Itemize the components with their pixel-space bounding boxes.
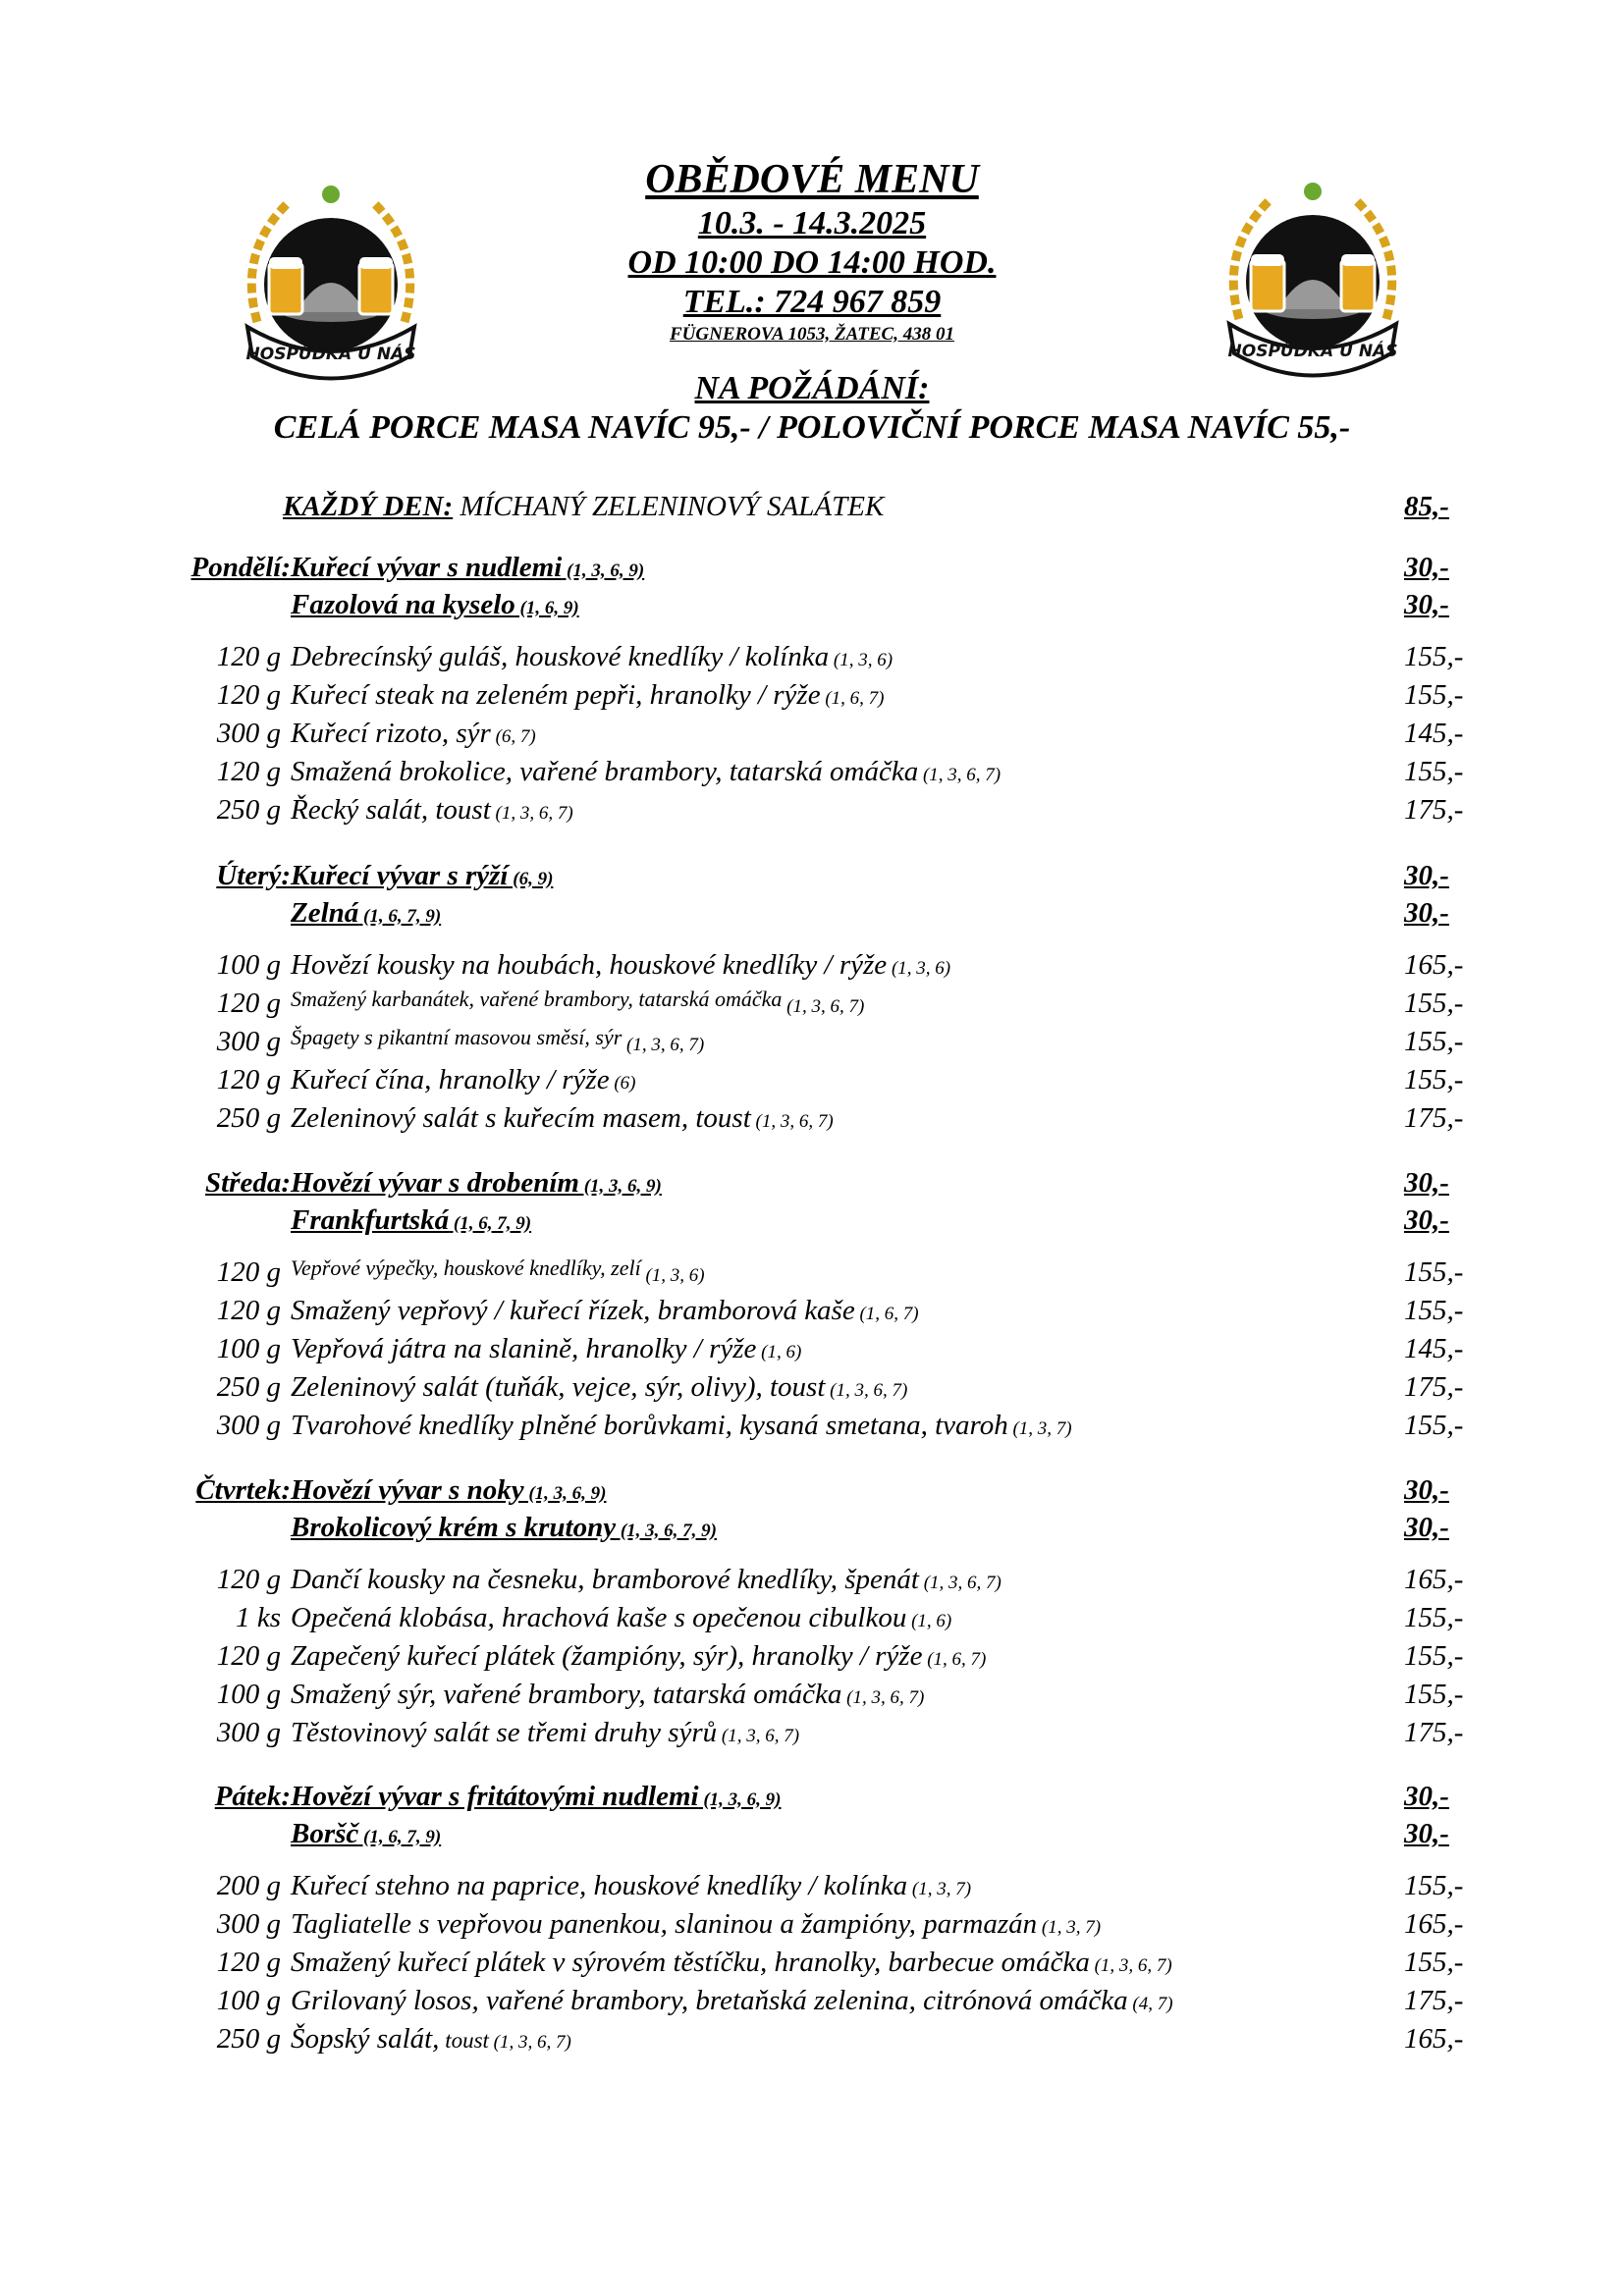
dish-name [291, 2023, 571, 2056]
soup-allergens: (1, 6, 7, 9) [358, 906, 442, 927]
soup-label: Hovězí vývar s noky [291, 1474, 524, 1506]
dish-allergens: (1, 6, 7) [922, 1649, 987, 1670]
dish-label: Zapečený kuřecí plátek (žampióny, sýr), hranolky / rýže [291, 1640, 923, 1672]
dish-label: Kuřecí stehno na paprice, houskové knedlíky / kolínka [291, 1870, 908, 1901]
day-name: Pátek: [214, 1781, 291, 1812]
soup-price: 30,- [1404, 860, 1449, 891]
dish-label: Tvarohové knedlíky plněné borůvkami, kysaná smetana, tvaroh [291, 1410, 1008, 1441]
dish-weight: 300 g [216, 1717, 281, 1748]
dish-weight: 120 g [216, 988, 281, 1019]
dish-price: 155,- [1404, 1410, 1464, 1441]
dish-label: Smažený sýr, vařené brambory, tatarská omáčka [291, 1679, 842, 1710]
soup-allergens: (1, 3, 6, 9) [698, 1789, 782, 1810]
dish-weight: 300 g [216, 1410, 281, 1441]
dish-price: 145,- [1404, 718, 1464, 749]
soup-row [0, 1781, 1624, 1818]
dish-allergens: (1, 3, 6, 7) [622, 1035, 705, 1055]
dish-weight: 120 g [216, 641, 281, 672]
dish-price: 155,- [1404, 1947, 1464, 1978]
dish-weight: 120 g [216, 1640, 281, 1672]
dish-label: Smažená brokolice, vařené brambory, tatarská omáčka [291, 756, 919, 787]
dish-weight: 100 g [216, 949, 281, 981]
dish-allergens: (1, 3, 6) [829, 650, 893, 670]
soup-label: Zelná [291, 897, 359, 929]
soup-price: 30,- [1404, 1781, 1449, 1812]
dish-name [291, 1640, 986, 1673]
dish-weight: 120 g [216, 1295, 281, 1326]
dish-price: 175,- [1404, 1985, 1464, 2016]
dish-name [291, 1371, 907, 1404]
dish-label: Debrecínský guláš, houskové knedlíky / kolínka [291, 641, 830, 672]
day-name: Čtvrtek: [195, 1474, 291, 1506]
soup-price: 30,- [1404, 1512, 1449, 1543]
dish-price: 165,- [1404, 1908, 1464, 1940]
dish-name [291, 756, 1001, 788]
dish-allergens: (1, 3, 6, 7) [782, 996, 865, 1017]
dish-row [0, 949, 1624, 987]
dish-row [0, 718, 1624, 755]
dish-allergens: (1, 3, 6, 7) [717, 1726, 800, 1746]
dish-row [0, 1564, 1624, 1601]
dish-price: 155,- [1404, 1640, 1464, 1672]
dish-label: Vepřové výpečky, houskové knedlíky, zelí [291, 1255, 641, 1280]
dish-row [0, 1026, 1624, 1063]
dish-weight: 300 g [216, 1908, 281, 1940]
dish-price: 155,- [1404, 1295, 1464, 1326]
dish-price: 155,- [1404, 679, 1464, 711]
every-day-price: 85,- [1404, 491, 1449, 522]
dish-name [291, 1870, 971, 1902]
soup-allergens: (1, 3, 6, 9) [523, 1483, 607, 1504]
dish-price: 165,- [1404, 2023, 1464, 2055]
dish-label-extra: toust [439, 2028, 489, 2053]
dish-weight: 120 g [216, 1564, 281, 1595]
dish-allergens: (1, 3, 6, 7) [918, 765, 1001, 785]
logo-text: HOSPŮDKA U NÁS [245, 345, 416, 364]
dish-weight: 120 g [216, 756, 281, 787]
dish-name [291, 1410, 1072, 1442]
soup-label: Kuřecí vývar s rýží [291, 860, 509, 891]
dish-weight: 1 ks [236, 1602, 281, 1633]
soup-name [291, 552, 644, 584]
dish-row [0, 679, 1624, 717]
dish-row [0, 1064, 1624, 1101]
dish-label: Kuřecí čína, hranolky / rýže [291, 1064, 610, 1095]
dish-price: 175,- [1404, 1102, 1464, 1134]
dish-row [0, 1908, 1624, 1946]
dish-weight: 250 g [216, 1371, 281, 1403]
every-day-price-row [0, 491, 1624, 528]
dish-allergens: (1, 3, 6, 7) [825, 1380, 908, 1401]
soup-price: 30,- [1404, 1474, 1449, 1506]
dish-row [0, 1295, 1624, 1332]
dish-row [0, 1870, 1624, 1907]
dish-allergens: (1, 6) [906, 1611, 952, 1631]
dish-allergens: (1, 6, 7) [854, 1304, 919, 1324]
dish-allergens: (1, 3, 7) [1037, 1917, 1102, 1938]
soup-label: Brokolicový krém s krutony [291, 1512, 617, 1543]
dish-label: Grilovaný losos, vařené brambory, bretaňská zelenina, citrónová omáčka [291, 1985, 1128, 2016]
soup-name [291, 1818, 441, 1850]
dish-label: Dančí kousky na česneku, bramborové knedlíky, špenát [291, 1564, 919, 1595]
dish-price: 155,- [1404, 1064, 1464, 1095]
dish-row [0, 1410, 1624, 1447]
dish-name [291, 949, 950, 982]
dish-label: Hovězí kousky na houbách, houskové knedlíky / rýže [291, 949, 888, 981]
dish-allergens: (1, 6) [756, 1342, 802, 1362]
soup-row [0, 1512, 1624, 1549]
dish-label: Zeleninový salát (tuňák, vejce, sýr, olivy), toust [291, 1371, 826, 1403]
dish-price: 175,- [1404, 794, 1464, 826]
soup-name [291, 1167, 662, 1200]
on-request-text: CELÁ PORCE MASA NAVÍC 95,- / POLOVIČNÍ PORCE MASA NAVÍC 55,- [273, 409, 1351, 446]
dish-weight: 200 g [216, 1870, 281, 1901]
soup-name [291, 860, 553, 892]
dish-name [291, 718, 536, 750]
dish-name [291, 1679, 924, 1711]
soup-label: Fazolová na kyselo [291, 589, 515, 620]
dish-name [291, 1564, 1001, 1596]
dish-weight: 250 g [216, 1102, 281, 1134]
soup-allergens: (6, 9) [508, 869, 554, 889]
dish-price: 155,- [1404, 1870, 1464, 1901]
dish-row [0, 1602, 1624, 1639]
dish-price: 155,- [1404, 1026, 1464, 1057]
day-name: Středa: [205, 1167, 291, 1199]
dish-row [0, 1371, 1624, 1409]
soup-price: 30,- [1404, 1167, 1449, 1199]
dish-allergens: (4, 7) [1127, 1994, 1173, 2014]
soup-row [0, 860, 1624, 897]
soup-name [291, 1512, 717, 1544]
dish-name [291, 1985, 1173, 2017]
soup-allergens: (1, 3, 6, 9) [578, 1176, 662, 1197]
dish-allergens: (6) [609, 1073, 636, 1094]
logo-text: HOSPŮDKA U NÁS [1227, 342, 1398, 361]
dish-weight: 100 g [216, 1333, 281, 1364]
soup-row [0, 1204, 1624, 1242]
dish-label: Smažený vepřový / kuřecí řízek, bramborová kaše [291, 1295, 855, 1326]
dish-allergens: (1, 3, 6, 7) [750, 1111, 834, 1132]
dish-row [0, 1333, 1624, 1370]
menu-phone: TEL.: 724 967 859 [682, 284, 942, 320]
dish-name [291, 1256, 705, 1289]
on-request-label: NA POŽÁDÁNÍ: [694, 370, 930, 406]
dish-name [291, 1602, 951, 1634]
dish-price: 165,- [1404, 1564, 1464, 1595]
dish-price: 175,- [1404, 1371, 1464, 1403]
dish-weight: 300 g [216, 1026, 281, 1057]
dish-weight: 300 g [216, 718, 281, 749]
menu-hours: OD 10:00 DO 14:00 HOD. [627, 244, 997, 281]
dish-name [291, 1102, 834, 1135]
dish-name [291, 1717, 799, 1749]
dish-allergens: (6, 7) [490, 726, 536, 747]
dish-label: Šopský salát, [291, 2023, 440, 2055]
dish-allergens: (1, 3, 7) [1007, 1418, 1072, 1439]
dish-row [0, 1947, 1624, 1984]
soup-name [291, 897, 441, 930]
dish-price: 155,- [1404, 756, 1464, 787]
dish-price: 175,- [1404, 1717, 1464, 1748]
soup-price: 30,- [1404, 589, 1449, 620]
dish-price: 165,- [1404, 949, 1464, 981]
dish-allergens: (1, 6, 7) [820, 688, 885, 709]
dish-allergens: (1, 3, 6, 7) [841, 1687, 925, 1708]
day-name: Úterý: [216, 860, 291, 891]
soup-price: 30,- [1404, 897, 1449, 929]
dish-weight: 250 g [216, 2023, 281, 2055]
soup-row [0, 1474, 1624, 1512]
dish-label: Tagliatelle s vepřovou panenkou, slaninou a žampióny, parmazán [291, 1908, 1038, 1940]
dish-allergens: (1, 3, 6, 7) [918, 1573, 1001, 1593]
dish-row [0, 1985, 1624, 2022]
every-day-item: MÍCHANÝ ZELENINOVÝ SALÁTEK [453, 491, 885, 522]
soup-label: Boršč [291, 1818, 359, 1849]
dish-row [0, 1256, 1624, 1294]
soup-row [0, 1818, 1624, 1855]
soup-label: Kuřecí vývar s nudlemi [291, 552, 563, 583]
dish-row [0, 1640, 1624, 1678]
soup-row [0, 589, 1624, 626]
soup-row [0, 552, 1624, 589]
dish-price: 155,- [1404, 1256, 1464, 1288]
dish-row [0, 794, 1624, 831]
dish-label: Smažený kuřecí plátek v sýrovém těstíčku, hranolky, barbecue omáčka [291, 1947, 1090, 1978]
dish-name [291, 1064, 635, 1096]
dish-row [0, 1679, 1624, 1716]
dish-price: 145,- [1404, 1333, 1464, 1364]
dish-price: 155,- [1404, 641, 1464, 672]
dish-name [291, 1026, 704, 1058]
dish-allergens: (1, 3, 6, 7) [490, 803, 573, 824]
dish-row [0, 2023, 1624, 2060]
dish-label: Zeleninový salát s kuřecím masem, toust [291, 1102, 751, 1134]
dish-label: Opečená klobása, hrachová kaše s opečenou cibulkou [291, 1602, 907, 1633]
dish-name [291, 988, 864, 1020]
soup-allergens: (1, 3, 6, 7, 9) [616, 1521, 717, 1541]
dish-label: Kuřecí steak na zeleném pepři, hranolky / rýže [291, 679, 821, 711]
dish-name [291, 1947, 1172, 1979]
dish-allergens: (1, 3, 6) [887, 958, 951, 979]
dish-row [0, 756, 1624, 793]
dish-weight: 120 g [216, 679, 281, 711]
dish-label: Smažený karbanátek, vařené brambory, tatarská omáčka [291, 987, 783, 1011]
soup-allergens: (1, 6, 7, 9) [358, 1827, 442, 1847]
dish-row [0, 641, 1624, 678]
menu-address: FÜGNEROVA 1053, ŽATEC, 438 01 [670, 324, 954, 345]
dish-price: 155,- [1404, 1679, 1464, 1710]
soup-allergens: (1, 6, 7, 9) [449, 1213, 532, 1234]
soup-allergens: (1, 6, 9) [514, 598, 579, 618]
dish-row [0, 1717, 1624, 1754]
dish-weight: 100 g [216, 1679, 281, 1710]
day-name: Pondělí: [190, 552, 291, 583]
soup-name [291, 1474, 607, 1507]
every-day-label: KAŽDÝ DEN: [283, 491, 454, 522]
dish-label: Špagety s pikantní masovou směsí, sýr [291, 1025, 623, 1049]
dish-weight: 120 g [216, 1256, 281, 1288]
dish-name [291, 794, 573, 827]
dish-name [291, 1908, 1101, 1941]
dish-name [291, 1295, 919, 1327]
soup-name [291, 1781, 782, 1813]
dish-allergens: (1, 3, 6) [640, 1265, 705, 1286]
dish-name [291, 1333, 801, 1365]
soup-row [0, 897, 1624, 934]
dish-row [0, 1102, 1624, 1140]
soup-label: Hovězí vývar s fritátovými nudlemi [291, 1781, 699, 1812]
soup-price: 30,- [1404, 552, 1449, 583]
dish-name [291, 679, 885, 712]
soup-name [291, 1204, 531, 1237]
dish-label: Kuřecí rizoto, sýr [291, 718, 491, 749]
dish-label: Těstovinový salát se třemi druhy sýrů [291, 1717, 718, 1748]
dish-allergens: (1, 3, 6, 7) [488, 2032, 571, 2053]
dish-weight: 100 g [216, 1985, 281, 2016]
soup-price: 30,- [1404, 1204, 1449, 1236]
menu-title: OBĚDOVÉ MENU [645, 157, 979, 202]
soup-label: Frankfurtská [291, 1204, 450, 1236]
menu-dates: 10.3. - 14.3.2025 [697, 205, 927, 241]
dish-allergens: (1, 3, 6, 7) [1089, 1955, 1172, 1976]
soup-price: 30,- [1404, 1818, 1449, 1849]
dish-price: 155,- [1404, 988, 1464, 1019]
dish-weight: 120 g [216, 1947, 281, 1978]
menu-header [0, 155, 1624, 448]
dish-price: 155,- [1404, 1602, 1464, 1633]
dish-allergens: (1, 3, 7) [907, 1879, 972, 1899]
dish-label: Vepřová játra na slanině, hranolky / rýže [291, 1333, 757, 1364]
soup-allergens: (1, 3, 6, 9) [562, 561, 645, 581]
dish-label: Řecký salát, toust [291, 794, 491, 826]
soup-row [0, 1167, 1624, 1204]
dish-name [291, 641, 893, 673]
soup-name [291, 589, 579, 621]
dish-weight: 120 g [216, 1064, 281, 1095]
soup-label: Hovězí vývar s drobením [291, 1167, 579, 1199]
dish-weight: 250 g [216, 794, 281, 826]
dish-row [0, 988, 1624, 1025]
